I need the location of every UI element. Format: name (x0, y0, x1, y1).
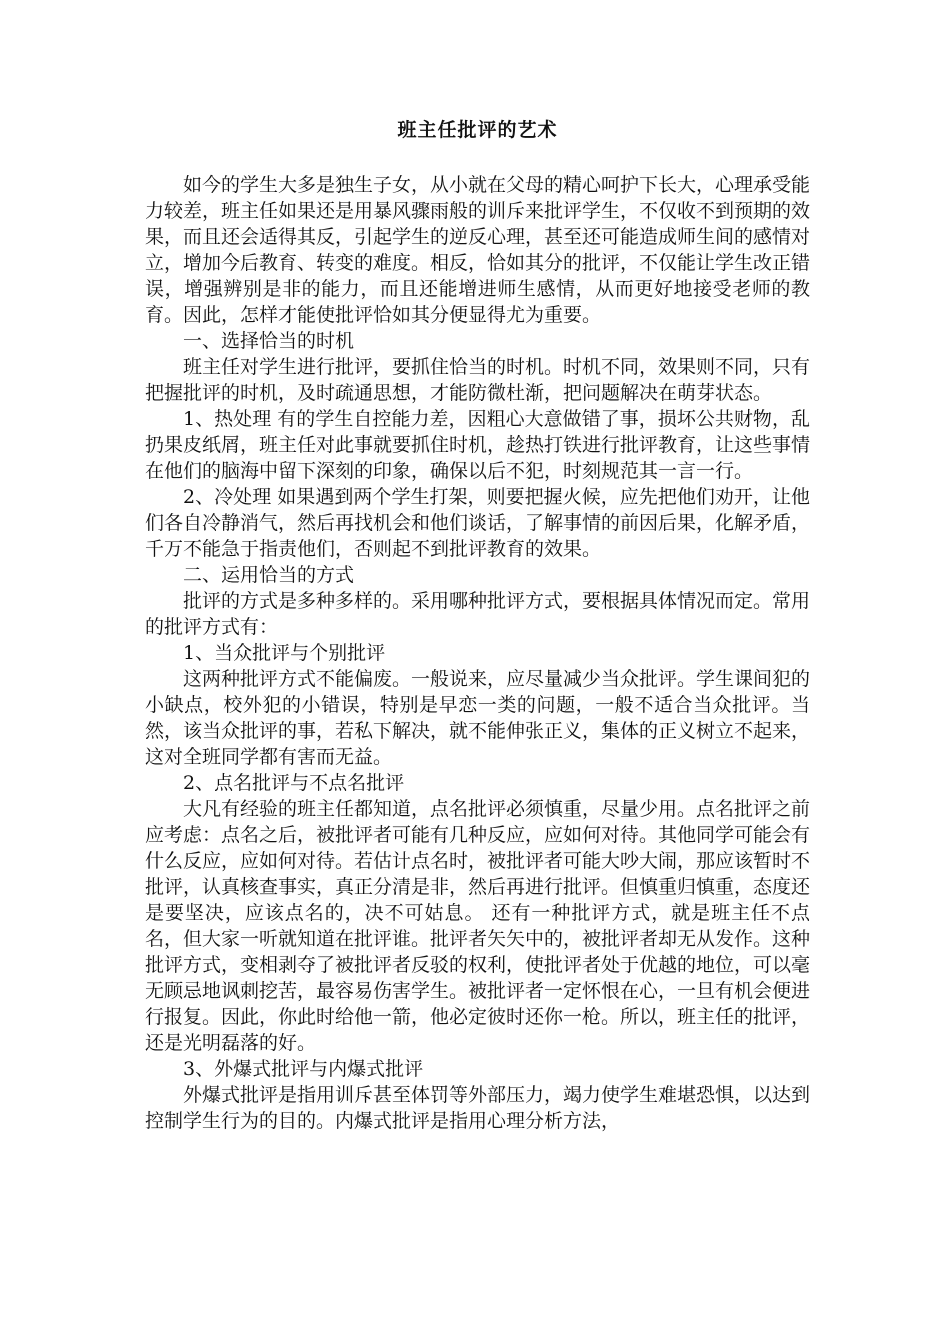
subheading-public-private: 1、当众批评与个别批评 (183, 642, 386, 664)
subheading-naming: 2、点名批评与不点名批评 (183, 772, 405, 794)
paragraph-naming: 大凡有经验的班主任都知道，点名批评必须慎重，尽量少用。点名批评之前应考虑：点名之后，被批评者可能有几种反应，应如何对待。其他同学可能会有什么反应，应如何对待。若估计点名时，被批评者可能大吵大闹，那应该暂时不批评，认真核查事实，真正分清是非，然后再进行批评。但慎重归慎重，态度还是要坚决，应该点名的，决不可姑息。 还有一种批评方式，就是班主任不点名，但大家一听就知道在批评谁。批评者矢矢中的，被批评者却无从发作。这种批评方式，变相剥夺了被批评者反驳的权利，使批评者处于优越的地位，可以毫无顾忌地讽刺挖苦，最容易伤害学生。被批评者一定怀恨在心，一旦有机会便进行报复。因此，你此时给他一箭，他必定彼时还你一枪。所以，班主任的批评，还是光明磊落的好。 (145, 798, 811, 1054)
section-heading-method: 二、运用恰当的方式 (183, 564, 355, 586)
paragraph-intro: 如今的学生大多是独生子女，从小就在父母的精心呵护下长大，心理承受能力较差，班主任如果还是用暴风骤雨般的训斥来批评学生，不仅收不到预期的效果，而且还会适得其反，引起学生的逆反心理，甚至还可能造成师生间的感情对立，增加今后教育、转变的难度。相反，恰如其分的批评，不仅能让学生改正错误，增强辨别是非的能力，而且还能增进师生感情，从而更好地接受老师的教育。因此，怎样才能使批评恰如其分便显得尤为重要。 (145, 174, 811, 326)
document-body (145, 172, 810, 1134)
paragraph-timing: 班主任对学生进行批评，要抓住恰当的时机。时机不同，效果则不同，只有把握批评的时机，及时疏通思想，才能防微杜渐，把问题解决在萌芽状态。 (145, 356, 811, 404)
paragraph-hot-handling: 1、热处理 有的学生自控能力差，因粗心大意做错了事，损坏公共财物，乱扔果皮纸屑，班主任对此事就要抓住时机，趁热打铁进行批评教育，让这些事情在他们的脑海中留下深刻的印象，确保以后不犯，时刻规范其一言一行。 (145, 408, 811, 482)
document-page (145, 118, 810, 1134)
paragraph-method: 批评的方式是多种多样的。采用哪种批评方式，要根据具体情况而定。常用的批评方式有： (145, 590, 811, 638)
paragraph-explosive: 外爆式批评是指用训斥甚至体罚等外部压力，竭力使学生难堪恐惧，以达到控制学生行为的目的。内爆式批评是指用心理分析方法， (145, 1084, 811, 1132)
section-heading-timing: 一、选择恰当的时机 (183, 330, 355, 352)
paragraph-public-private: 这两种批评方式不能偏废。一般说来，应尽量减少当众批评。学生课间犯的小缺点，校外犯的小错误，特别是早恋一类的问题，一般不适合当众批评。当然，该当众批评的事，若私下解决，就不能伸张正义，集体的正义树立不起来，这对全班同学都有害而无益。 (145, 668, 811, 768)
subheading-explosive: 3、外爆式批评与内爆式批评 (183, 1058, 424, 1080)
document-title: 班主任批评的艺术 (397, 119, 558, 141)
paragraph-cold-handling: 2、冷处理 如果遇到两个学生打架，则要把握火候，应先把他们劝开，让他们各自冷静消气，然后再找机会和他们谈话，了解事情的前因后果，化解矛盾，千万不能急于指责他们，否则起不到批评教育的效果。 (145, 486, 811, 560)
